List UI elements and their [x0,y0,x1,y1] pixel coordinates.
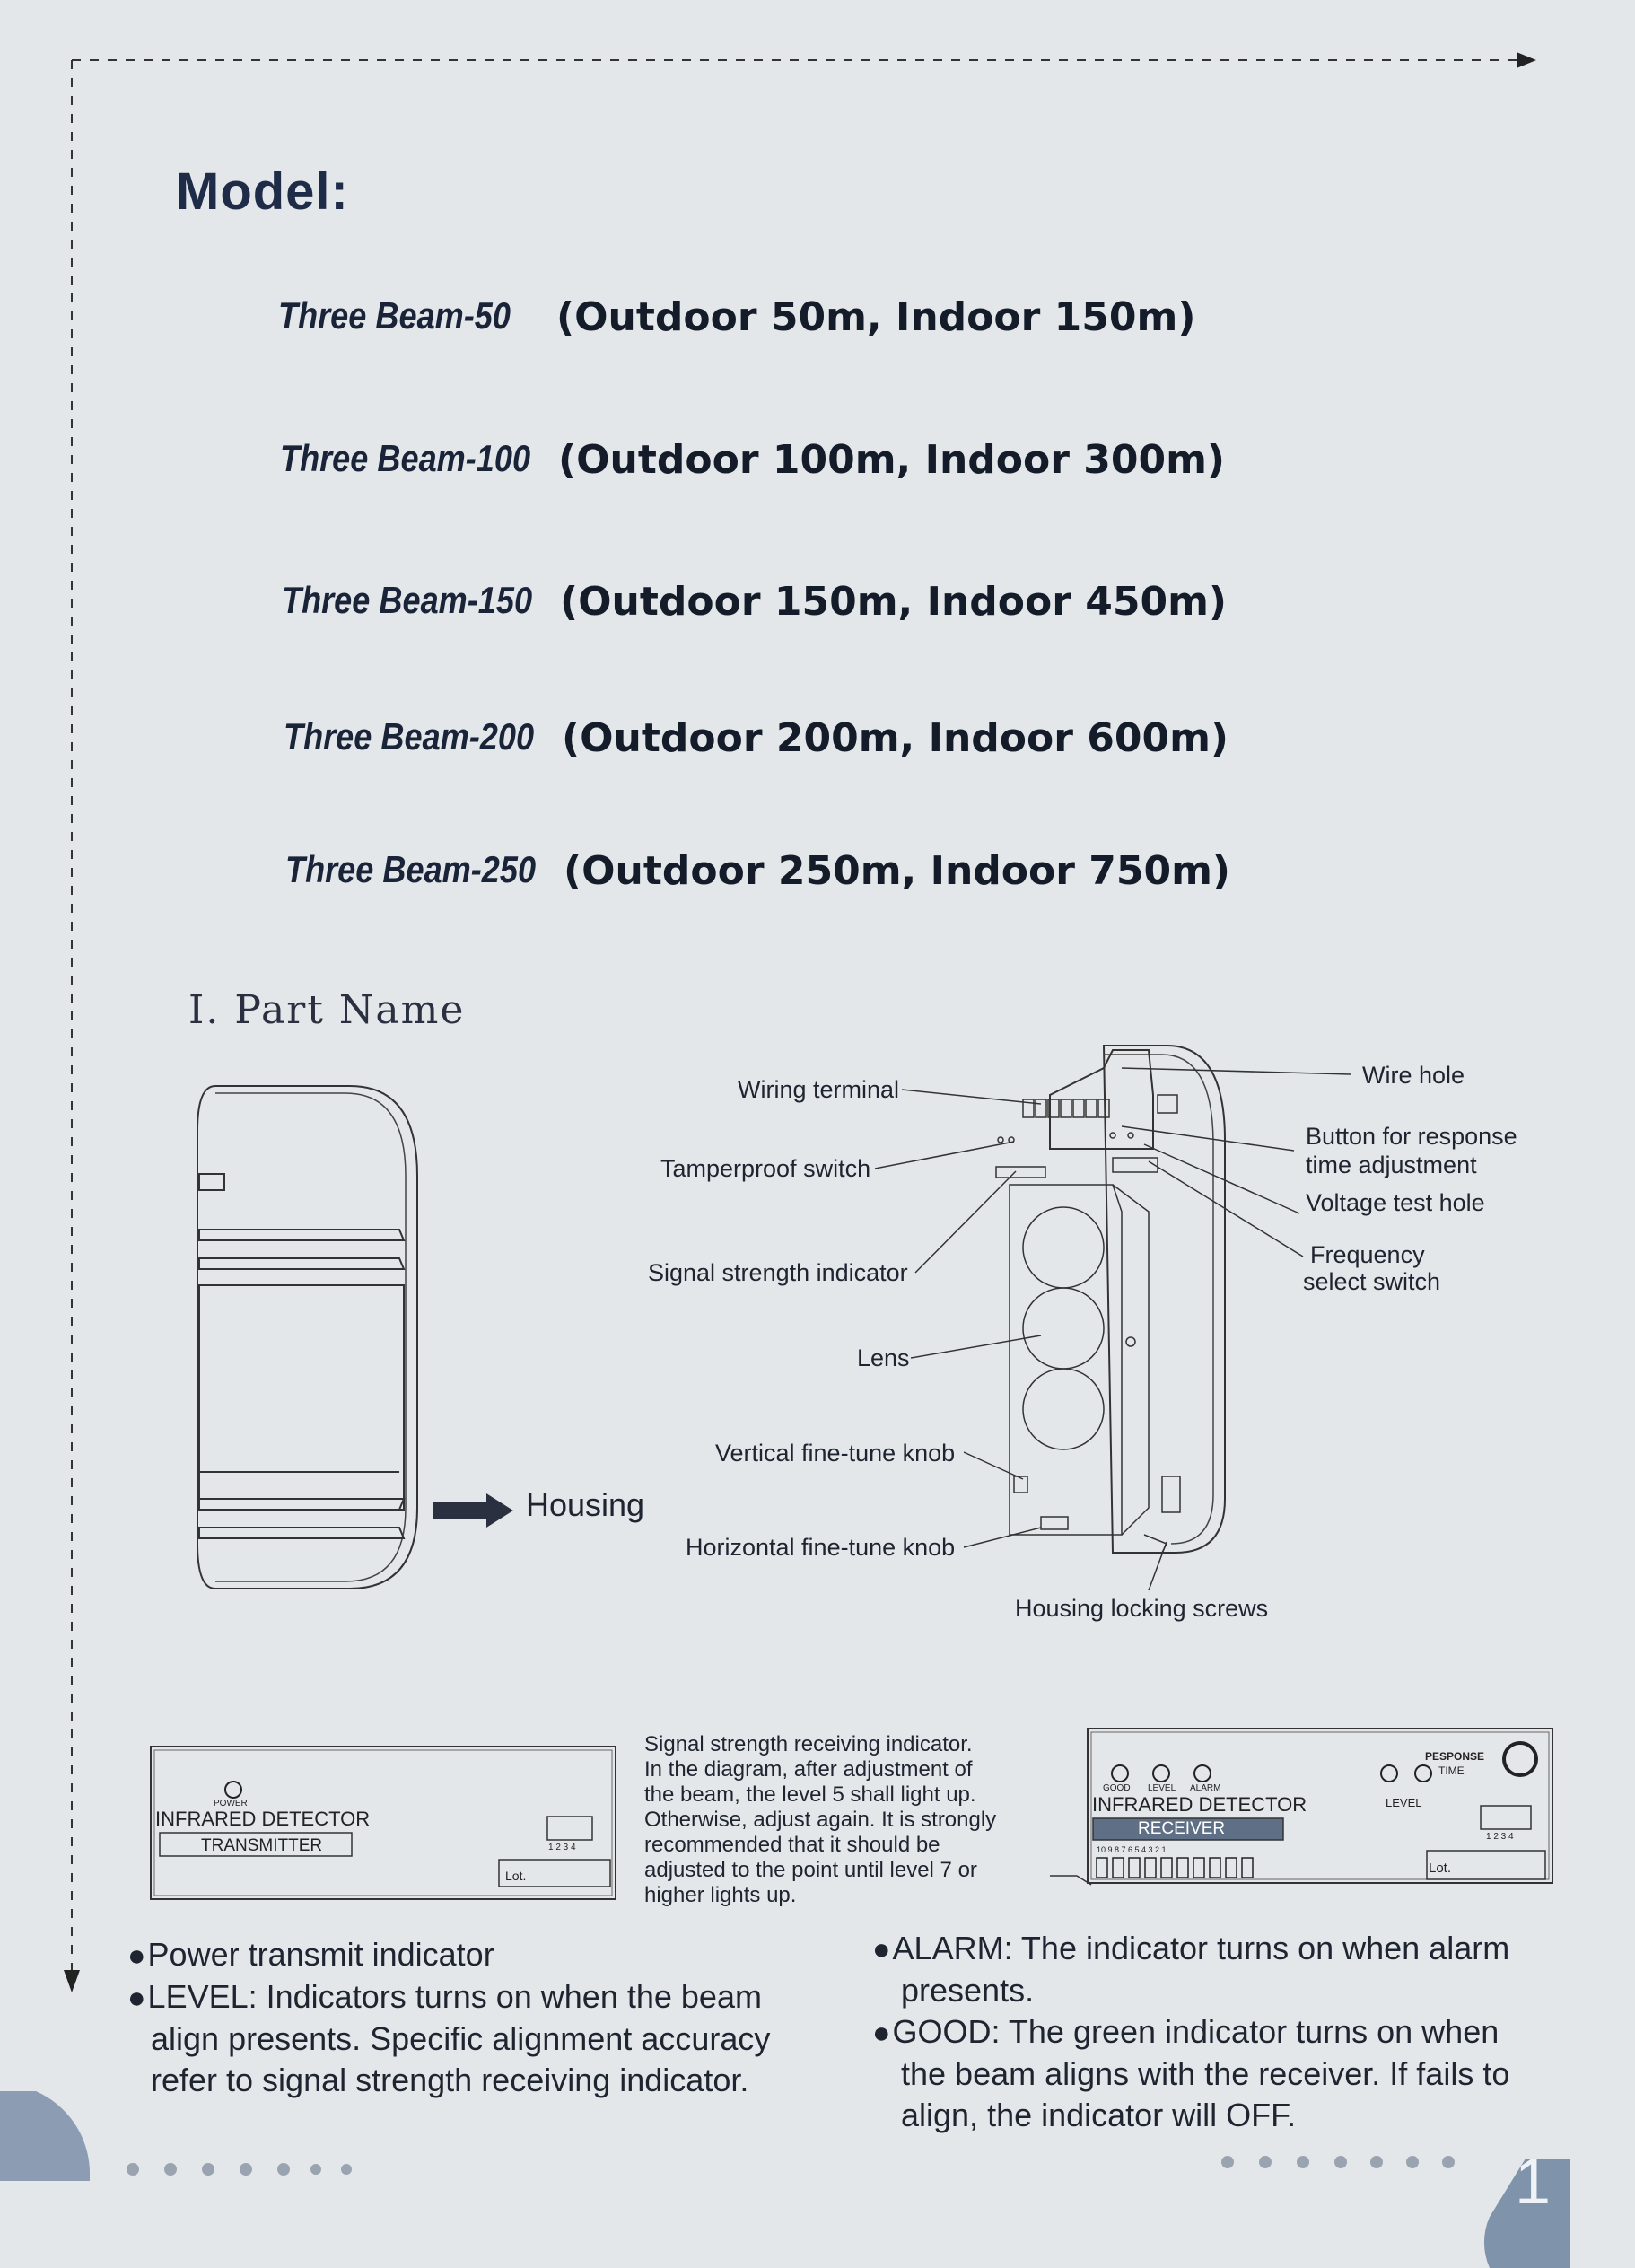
signal-line-5: recommended that it should be [644,1833,940,1857]
signal-line-4: Otherwise, adjust again. It is strongly [644,1808,997,1832]
label-frequency-2: select switch [1303,1268,1441,1295]
page-title: Model: [176,162,349,221]
receiver-level-scale: 10 9 8 7 6 5 4 3 2 1 [1097,1845,1167,1854]
model-name-4: Three Beam-200 [284,715,535,757]
label-wiring-terminal: Wiring terminal [738,1076,900,1103]
bullet-level: ●LEVEL: Indicators turns on when the beam [127,1978,762,2015]
transmitter-lot: Lot. [505,1869,527,1883]
bullet-level-line-2: align presents. Specific alignment accuracy [151,2020,771,2057]
model-name-5: Three Beam-250 [285,848,537,890]
label-lens: Lens [857,1344,910,1371]
signal-line-7: higher lights up. [644,1883,797,1907]
signal-line-6: adjusted to the point until level 7 or [644,1858,977,1882]
model-spec-3: (Outdoor 150m, Indoor 450m) [560,579,1228,625]
bullet-alarm-line-2: presents. [901,1972,1035,2009]
receiver-level-knob-label: LEVEL [1386,1796,1422,1809]
label-frequency-1: Frequency [1310,1241,1425,1268]
model-spec-4: (Outdoor 200m, Indoor 600m) [562,715,1229,761]
transmitter-switch-numbers: 1 2 3 4 [548,1843,576,1852]
receiver-level-label: LEVEL [1148,1783,1176,1793]
bullet-good: ●GOOD: The green indicator turns on when [872,2013,1499,2050]
bullet-good-line-3: align, the indicator will OFF. [901,2097,1297,2133]
model-spec-5: (Outdoor 250m, Indoor 750m) [564,848,1231,894]
bullet-good-line-2: the beam aligns with the receiver. If fails to [901,2055,1510,2092]
label-voltage-test: Voltage test hole [1306,1189,1485,1216]
signal-line-2: In the diagram, after adjustment of [644,1757,973,1782]
model-name-1: Three Beam-50 [278,294,511,337]
label-button-response-1: Button for response [1306,1123,1517,1150]
receiver-time-label: TIME [1438,1764,1465,1777]
receiver-good-label: GOOD [1103,1783,1131,1793]
receiver-title: INFRARED DETECTOR [1092,1793,1307,1816]
section-title: I. Part Name [188,987,466,1033]
bullets-left [127,1934,770,2101]
model-spec-2: (Outdoor 100m, Indoor 300m) [558,437,1226,483]
label-button-response-2: time adjustment [1306,1152,1477,1178]
housing-label: Housing [526,1486,645,1523]
model-name-3: Three Beam-150 [282,579,533,621]
model-spec-1: (Outdoor 50m, Indoor 150m) [556,294,1196,340]
signal-line-3: the beam, the level 5 shall light up. [644,1782,976,1807]
label-horizontal-knob: Horizontal fine-tune knob [686,1534,956,1561]
model-name-2: Three Beam-100 [280,437,531,479]
bullet-level-line-3: refer to signal strength receiving indicator. [151,2062,749,2098]
label-wire-hole: Wire hole [1362,1062,1465,1089]
receiver-response-label: PESPONSE [1425,1750,1485,1763]
bullets-right [872,1928,1509,2136]
page-number: 1 [1515,2146,1552,2218]
receiver-switch-numbers: 1 2 3 4 [1486,1832,1514,1842]
label-housing-screws: Housing locking screws [1015,1595,1269,1622]
receiver-alarm-label: ALARM [1190,1783,1221,1793]
signal-line-1: Signal strength receiving indicator. [644,1732,973,1756]
receiver-lot: Lot. [1429,1861,1452,1876]
transmitter-sub: TRANSMITTER [201,1836,323,1855]
label-vertical-knob: Vertical fine-tune knob [715,1440,956,1467]
transmitter-power-label: POWER [214,1799,248,1808]
bullet-power: ●Power transmit indicator [127,1936,494,1973]
receiver-sub: RECEIVER [1138,1819,1226,1838]
transmitter-title: INFRARED DETECTOR [155,1808,371,1830]
bullet-alarm: ●ALARM: The indicator turns on when alarm [872,1930,1510,1966]
label-signal-strength-indicator: Signal strength indicator [648,1259,908,1286]
label-tamperproof-switch: Tamperproof switch [660,1155,871,1182]
